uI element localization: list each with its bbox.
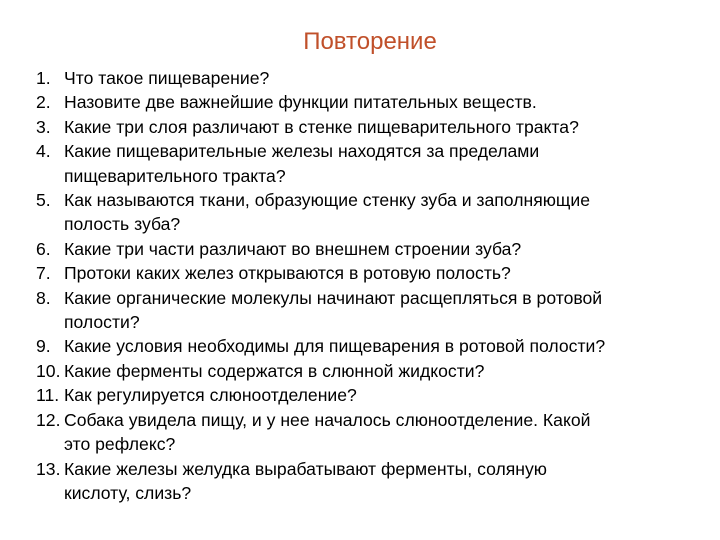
question-text	[64, 139, 706, 188]
question-item	[36, 139, 706, 188]
question-text-line: Назовите две важнейшие функции питательных веществ.	[64, 92, 537, 113]
question-item	[36, 90, 706, 114]
question-item	[36, 408, 706, 457]
question-number: 4.	[36, 141, 51, 162]
question-item	[36, 286, 706, 335]
question-number: 10.	[36, 360, 61, 381]
question-item	[36, 334, 706, 358]
question-text	[64, 261, 706, 285]
question-text	[64, 359, 706, 383]
question-text	[64, 188, 706, 237]
question-item	[36, 261, 706, 285]
question-text-line: Протоки каких желез открываются в ротовую полость?	[64, 263, 511, 284]
question-item	[36, 383, 706, 407]
question-text-line: Собака увидела пищу, и у нее началось слюноотделение. Какой	[64, 409, 591, 430]
question-text	[64, 286, 706, 335]
question-number: 11.	[36, 385, 60, 406]
slide-title: Повторение	[303, 28, 437, 55]
question-text-line: Какие условия необходимы для пищеварения в ротовой полости?	[64, 336, 606, 357]
question-text-line: Какие органические молекулы начинают расщепляться в ротовой	[64, 287, 603, 308]
question-number: 12.	[36, 409, 61, 430]
question-list	[36, 66, 706, 505]
question-number: 7.	[36, 263, 51, 284]
question-text-line: это рефлекс?	[64, 434, 176, 455]
question-text	[64, 383, 706, 407]
question-text-line: полость зуба?	[64, 214, 181, 235]
question-text-line: пищеварительного тракта?	[64, 165, 286, 186]
question-text	[64, 115, 706, 139]
question-text	[64, 408, 706, 457]
question-item	[36, 359, 706, 383]
question-text-line: Какие железы желудка вырабатывают ферменты, соляную	[64, 458, 547, 479]
question-text-line: Что такое пищеварение?	[64, 68, 270, 88]
question-text	[64, 90, 706, 114]
question-text-line: полости?	[64, 312, 140, 333]
question-text-line: Как регулируется слюноотделение?	[64, 385, 357, 406]
question-number: 13.	[36, 458, 61, 479]
question-text	[64, 66, 706, 90]
question-number: 3.	[36, 116, 51, 137]
question-item	[36, 237, 706, 261]
question-text-line: Как называются ткани, образующие стенку зуба и заполняющие	[64, 190, 590, 211]
question-number: 9.	[36, 336, 51, 357]
question-text-line: Какие пищеварительные железы находятся за пределами	[64, 141, 540, 162]
question-item	[36, 115, 706, 139]
question-text	[64, 457, 706, 506]
question-number: 5.	[36, 190, 51, 211]
question-text-line: Какие три части различают во внешнем строении зуба?	[64, 238, 522, 259]
question-number: 8.	[36, 287, 51, 308]
question-text-line: Какие ферменты содержатся в слюнной жидкости?	[64, 360, 485, 381]
question-text-line: кислоту, слизь?	[64, 482, 192, 503]
question-number: 2.	[36, 92, 51, 113]
question-number: 6.	[36, 238, 51, 259]
question-text-line: Какие три слоя различают в стенке пищеварительного тракта?	[64, 116, 579, 137]
question-item	[36, 457, 706, 506]
question-item	[36, 188, 706, 237]
question-item	[36, 66, 706, 90]
question-number: 1.	[36, 68, 51, 88]
question-text	[64, 237, 706, 261]
question-text	[64, 334, 706, 358]
